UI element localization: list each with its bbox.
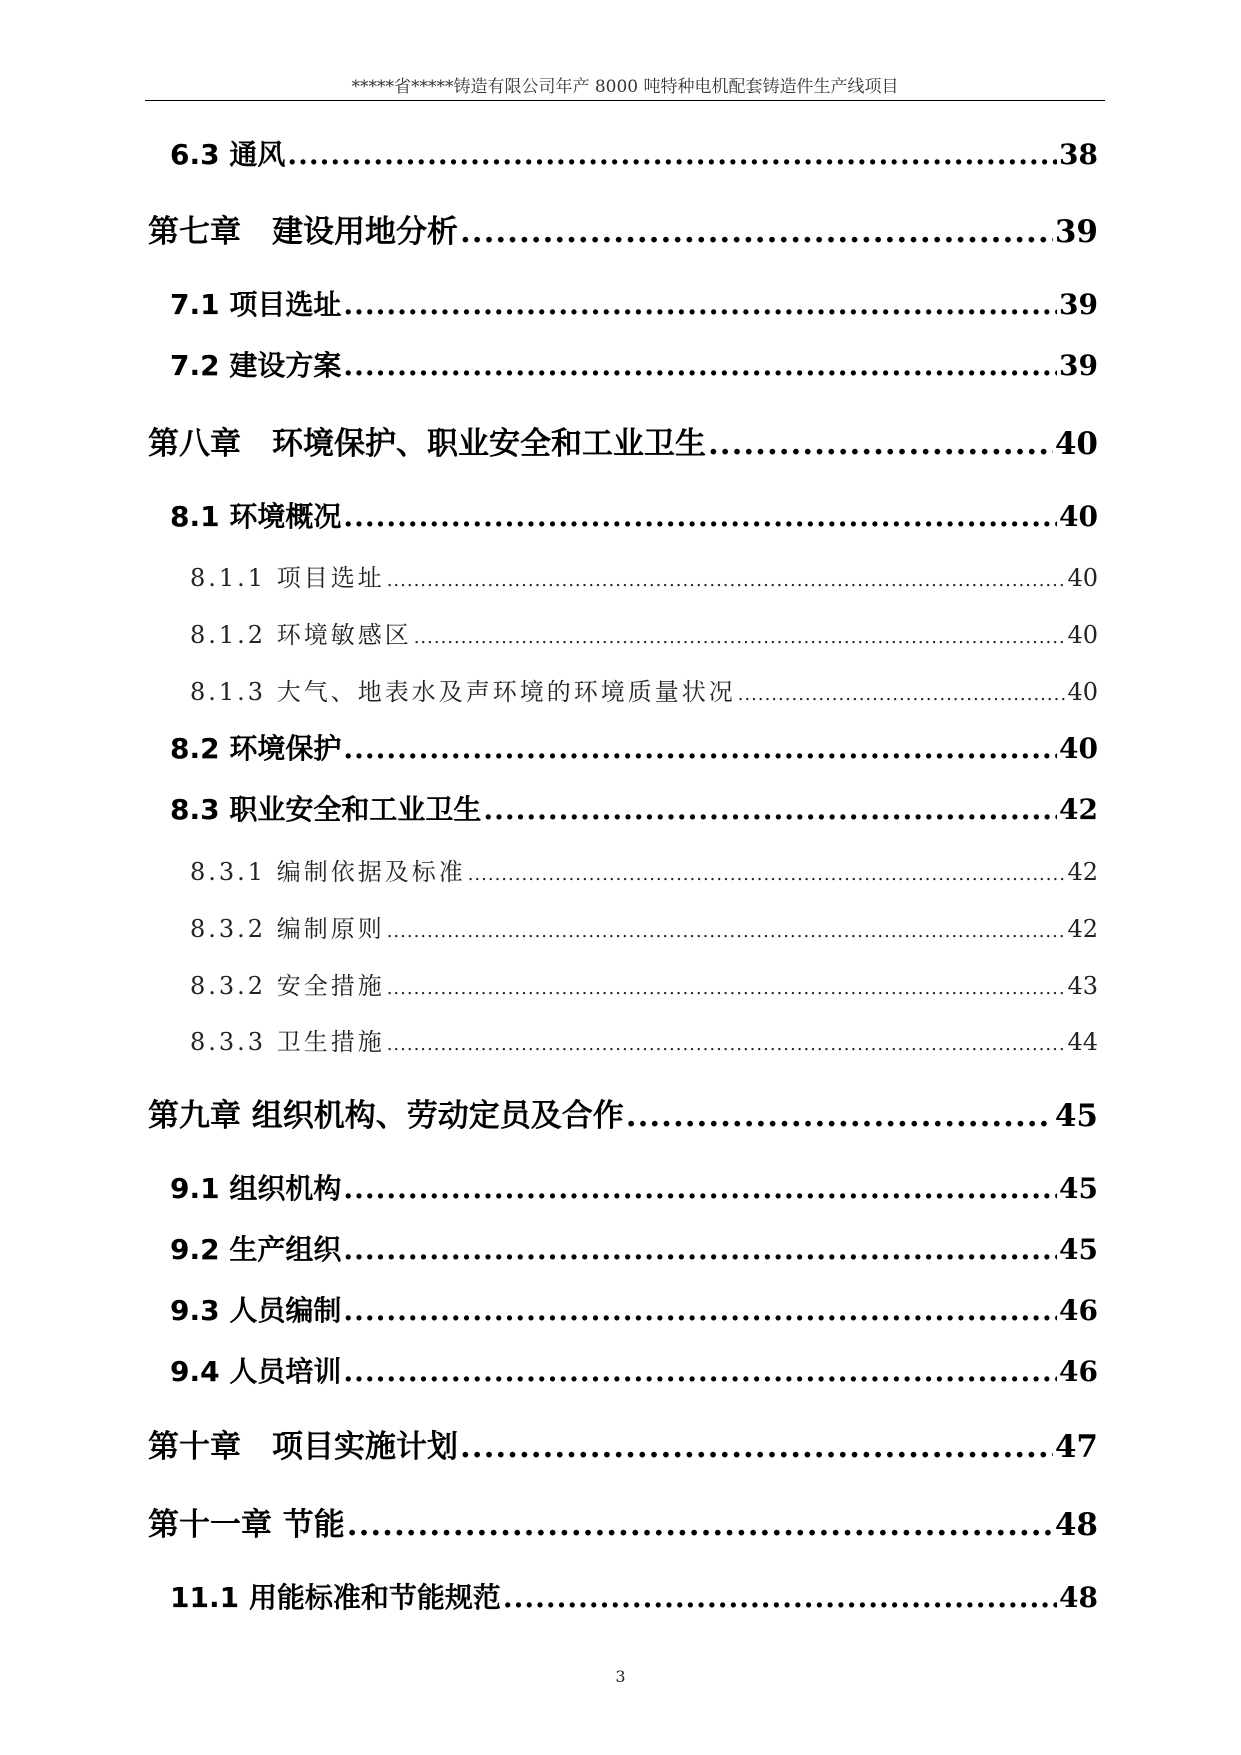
toc-leader-dots [460,214,1053,250]
toc-leader-dots [387,1034,1066,1055]
toc-leader-dots [460,1429,1053,1465]
toc-entry-title: 9.2 生产组织 [170,1233,342,1266]
toc-entry[interactable] [170,727,1098,767]
toc-entry-title: 8.1 环境概况 [170,500,342,533]
toc-entry-page: 40 [1067,621,1098,649]
running-header: *****省*****铸造有限公司年产 8000 吨特种电机配套铸造件生产线项目 [351,77,899,97]
toc-entry-title: 第八章 环境保护、职业安全和工业卫生 [148,426,706,462]
toc-leader-dots [343,732,1057,765]
toc-leader-dots [343,1172,1057,1205]
toc-leader-dots [387,921,1066,942]
toc-entry[interactable] [170,788,1098,828]
toc-entry[interactable] [170,1350,1098,1390]
toc-entry-title: 9.4 人员培训 [170,1355,342,1388]
toc-leader-dots [387,570,1066,591]
toc-leader-dots [343,1233,1057,1266]
toc-entry-title: 9.1 组织机构 [170,1172,342,1205]
toc-entry[interactable] [170,1289,1098,1329]
toc-entry-page: 38 [1059,138,1098,171]
toc-entry[interactable] [170,1228,1098,1268]
toc-entry-page: 40 [1059,732,1098,765]
toc-entry[interactable] [190,1022,1098,1057]
toc-leader-dots [738,684,1066,705]
toc-entry-page: 39 [1059,349,1098,382]
toc-entry[interactable] [148,1499,1098,1544]
toc-entry[interactable] [170,495,1098,535]
toc-leader-dots [387,978,1066,999]
toc-entry-page: 40 [1054,426,1098,462]
toc-leader-dots [343,1355,1057,1388]
toc-entry-title: 6.3 通风 [170,138,286,171]
toc-entry[interactable] [170,133,1098,173]
toc-entry-page: 40 [1059,500,1098,533]
toc-entry-title: 8.1.1 项目选址 [190,564,385,592]
toc-entry-page: 39 [1054,214,1098,250]
toc-leader-dots [343,288,1057,321]
page-number: 3 [615,1667,626,1686]
toc-entry-title: 8.2 环境保护 [170,732,342,765]
toc-entry-page: 45 [1059,1233,1098,1266]
toc-entry-title: 8.3.1 编制依据及标准 [190,858,466,886]
toc-leader-dots [468,864,1066,885]
toc-entry-title: 7.2 建设方案 [170,349,342,382]
toc-entry-page: 42 [1067,915,1098,943]
toc-entry-title: 8.3.2 安全措施 [190,972,385,1000]
toc-entry-page: 44 [1067,1028,1098,1056]
toc-entry[interactable] [148,1421,1098,1466]
toc-leader-dots [287,138,1057,171]
toc-leader-dots [343,349,1057,382]
toc-entry-page: 42 [1067,858,1098,886]
toc-entry-page: 43 [1067,972,1098,1000]
toc-entry-page: 48 [1054,1507,1098,1543]
toc-leader-dots [347,1507,1053,1543]
toc-entry[interactable] [170,283,1098,323]
toc-entry[interactable] [170,1576,1098,1616]
toc-entry-title: 第七章 建设用地分析 [148,214,458,250]
toc-entry-title: 第十章 项目实施计划 [148,1429,458,1465]
toc-entry[interactable] [148,418,1098,463]
toc-entry[interactable] [190,909,1098,944]
toc-entry-title: 第九章 组织机构、劳动定员及合作 [148,1098,624,1134]
toc-leader-dots [708,426,1053,462]
toc-entry[interactable] [190,672,1098,707]
toc-entry[interactable] [148,1090,1098,1135]
toc-leader-dots [414,627,1066,648]
toc-entry-title: 8.1.3 大气、地表水及声环境的环境质量状况 [190,678,736,706]
toc-entry[interactable] [190,852,1098,887]
toc-entry-page: 46 [1059,1355,1098,1388]
toc-entry[interactable] [190,966,1098,1001]
toc-entry[interactable] [190,615,1098,650]
toc-entry-page: 39 [1059,288,1098,321]
toc-entry-title: 7.1 项目选址 [170,288,342,321]
toc-entry[interactable] [170,1167,1098,1207]
toc-entry-page: 40 [1067,564,1098,592]
toc-entry-title: 11.1 用能标准和节能规范 [170,1581,501,1614]
toc-entry[interactable] [170,344,1098,384]
toc-entry-title: 第十一章 节能 [148,1507,345,1543]
toc-entry-title: 8.3 职业安全和工业卫生 [170,793,482,826]
toc-leader-dots [503,1581,1057,1614]
toc-leader-dots [343,1294,1057,1327]
toc-entry-page: 48 [1059,1581,1098,1614]
toc-entry-page: 45 [1059,1172,1098,1205]
toc-entry[interactable] [190,558,1098,593]
toc-entry-page: 42 [1059,793,1098,826]
toc-entry-title: 8.1.2 环境敏感区 [190,621,412,649]
toc-leader-dots [343,500,1057,533]
toc-entry-page: 40 [1067,678,1098,706]
toc-leader-dots [626,1098,1053,1134]
toc-leader-dots [483,793,1057,826]
toc-entry-title: 8.3.2 编制原则 [190,915,385,943]
toc-entry-page: 45 [1054,1098,1098,1134]
toc-entry[interactable] [148,206,1098,251]
toc-entry-page: 47 [1054,1429,1098,1465]
toc-entry-title: 9.3 人员编制 [170,1294,342,1327]
toc-entry-page: 46 [1059,1294,1098,1327]
toc-entry-title: 8.3.3 卫生措施 [190,1028,385,1056]
